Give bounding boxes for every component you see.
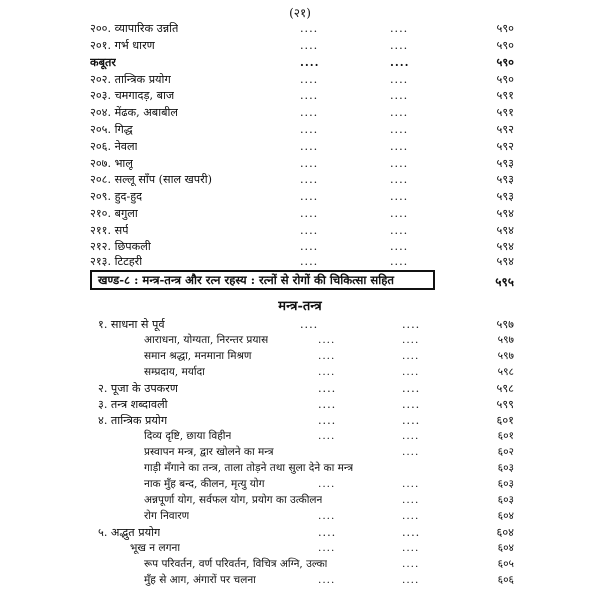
- list-item: [0, 396, 600, 413]
- entry-label: १. साधना से पूर्व: [98, 318, 165, 331]
- leader-dots: ....: [390, 190, 409, 203]
- entry-page: ५९९: [496, 398, 514, 411]
- leader-dots: ....: [390, 224, 409, 237]
- entry-page: ६०४: [497, 542, 514, 554]
- list-item: [0, 188, 600, 205]
- list-item: [0, 121, 600, 138]
- leader-dots: ....: [390, 123, 409, 136]
- entry-label: कबूतर: [90, 55, 116, 69]
- entry-page: ५९७: [497, 350, 514, 362]
- leader-dots: ....: [300, 157, 319, 170]
- leader-dots: ....: [402, 526, 421, 539]
- list-item: [0, 348, 600, 365]
- entry-label: प्रस्वापन मन्त्र, द्वार खोलने का मन्त्र: [144, 446, 274, 458]
- leader-dots: ....: [318, 366, 336, 378]
- entry-page: ५९४: [496, 240, 514, 253]
- list-item: [0, 332, 600, 349]
- list-item: [0, 54, 600, 71]
- entry-page: ६०३: [497, 478, 514, 490]
- list-item: [0, 492, 600, 509]
- entry-page: ५९०: [496, 22, 514, 35]
- list-item: [0, 556, 600, 573]
- list-item: [0, 138, 600, 155]
- leader-dots: ....: [402, 510, 420, 522]
- leader-dots: ....: [300, 22, 319, 35]
- leader-dots: ....: [402, 430, 420, 442]
- list-item: [0, 572, 600, 589]
- list-item: [0, 508, 600, 525]
- leader-dots: ....: [300, 89, 319, 102]
- entry-page: ६०४: [496, 526, 514, 539]
- list-item: [0, 428, 600, 445]
- entry-page: ५९८: [496, 382, 514, 395]
- leader-dots: ....: [390, 89, 409, 102]
- entry-page: ५९४: [496, 255, 514, 268]
- entry-label: २. पूजा के उपकरण: [98, 382, 178, 395]
- leader-dots: ....: [390, 22, 409, 35]
- leader-dots: ....: [390, 173, 409, 186]
- leader-dots: ....: [300, 73, 319, 86]
- entry-page: ६०३: [497, 462, 514, 474]
- leader-dots: ....: [390, 106, 409, 119]
- leader-dots: ....: [318, 398, 337, 411]
- entry-label: मुँह से आग, अंगारों पर चलना: [144, 574, 256, 586]
- list-item: [0, 460, 600, 477]
- entry-page: ५९२: [496, 140, 514, 153]
- leader-dots: ....: [390, 207, 409, 220]
- list-item: [0, 71, 600, 88]
- entry-page: ५९४: [496, 207, 514, 220]
- leader-dots: ....: [390, 240, 409, 253]
- entry-label: ४. तान्त्रिक प्रयोग: [98, 414, 168, 427]
- list-item: [0, 171, 600, 188]
- leader-dots: ....: [300, 173, 319, 186]
- leader-dots: ....: [402, 350, 420, 362]
- entry-label: ३. तन्त्र शब्दावली: [98, 398, 168, 411]
- leader-dots: ....: [300, 318, 319, 331]
- list-item: [0, 155, 600, 172]
- list-item: [0, 253, 600, 270]
- list-item: [0, 364, 600, 381]
- entry-label: २०२. तान्त्रिक प्रयोग: [90, 73, 171, 86]
- leader-dots: ....: [300, 207, 319, 220]
- list-item: [0, 540, 600, 557]
- leader-dots: ....: [318, 334, 336, 346]
- list-item: [0, 524, 600, 541]
- leader-dots: ....: [402, 478, 420, 490]
- entry-page: ५९०: [496, 55, 514, 69]
- entry-label: २१२. छिपकली: [90, 240, 151, 253]
- list-item: [0, 316, 600, 333]
- leader-dots: ....: [402, 574, 420, 586]
- entry-label: २०९. हुद-हुद: [90, 190, 143, 203]
- leader-dots: ....: [300, 123, 319, 136]
- leader-dots: ....: [318, 382, 337, 395]
- leader-dots: ....: [318, 574, 336, 586]
- leader-dots: ....: [300, 240, 319, 253]
- entry-page: ५९३: [496, 190, 514, 203]
- list-item: [0, 205, 600, 222]
- leader-dots: ....: [300, 255, 319, 268]
- entry-page: ५९१: [496, 89, 514, 102]
- leader-dots: ....: [402, 542, 420, 554]
- leader-dots: ....: [390, 39, 409, 52]
- list-item: [0, 37, 600, 54]
- list-item: [0, 476, 600, 493]
- entry-label: दिव्य दृष्टि, छाया विहीन: [144, 430, 232, 442]
- entry-label: २०३. चमगादड़, बाज: [90, 89, 175, 102]
- leader-dots: ....: [402, 446, 420, 458]
- leader-dots: ....: [318, 414, 337, 427]
- entry-page: ५९०: [496, 39, 514, 52]
- leader-dots: ....: [402, 334, 420, 346]
- leader-dots: ....: [402, 366, 420, 378]
- entry-label: २०६. नेवला: [90, 140, 138, 153]
- leader-dots: ....: [300, 39, 319, 52]
- entry-page: ५९१: [496, 106, 514, 119]
- entry-label: २०७. भालू: [90, 157, 133, 170]
- leader-dots: ....: [300, 190, 319, 203]
- entry-label: २०५. गिद्ध: [90, 123, 133, 136]
- entry-label: ५. अद्भुत प्रयोग: [98, 526, 161, 539]
- subheading: मन्त्र-तन्त्र: [278, 299, 322, 314]
- entry-page: ६०६: [497, 574, 514, 586]
- leader-dots: ....: [318, 526, 337, 539]
- entry-label: भूख न लगना: [130, 542, 181, 554]
- leader-dots: ....: [390, 140, 409, 153]
- page-number: (२१): [289, 6, 311, 20]
- list-item: [0, 222, 600, 239]
- leader-dots: ....: [300, 106, 319, 119]
- entry-label: रूप परिवर्तन, वर्ण परिवर्तन, विचित्र अग्नि, उल्का: [144, 558, 328, 570]
- entry-label: २११. सर्प: [90, 224, 129, 237]
- leader-dots: ....: [390, 255, 409, 268]
- entry-page: ६०१: [496, 414, 514, 427]
- entry-label: समान श्रद्धा, मनमाना मिश्रण: [144, 350, 252, 362]
- leader-dots: ....: [390, 73, 409, 86]
- list-item: [0, 87, 600, 104]
- leader-dots: ....: [300, 140, 319, 153]
- entry-label: नाक मुँह बन्द, कीलन, मृत्यु योग: [144, 478, 265, 490]
- entry-page: ५९३: [496, 157, 514, 170]
- leader-dots: ....: [402, 414, 421, 427]
- section-page: ५९५: [495, 275, 514, 289]
- entry-label: रोग निवारण: [144, 510, 190, 522]
- entry-page: ६०५: [497, 558, 514, 570]
- list-item: [0, 104, 600, 121]
- leader-dots: ....: [300, 224, 319, 237]
- list-item: [0, 412, 600, 429]
- leader-dots: ....: [318, 510, 336, 522]
- section-title: खण्ड-८ : मन्त्र-तन्त्र और रत्न रहस्य : रत्नों से रोगों की चिकित्सा सहित: [90, 270, 435, 290]
- leader-dots: ....: [402, 494, 420, 506]
- leader-dots: ....: [318, 542, 336, 554]
- entry-label: २१३. टिटहरी: [90, 255, 143, 268]
- entry-label: गाड़ी मँगाने का तन्त्र, ताला तोड़ने तथा सुला देने का मन्त्र: [144, 462, 354, 474]
- leader-dots: ....: [402, 382, 421, 395]
- entry-label: सम्प्रदाय, मर्यादा: [144, 366, 205, 378]
- leader-dots: ....: [402, 318, 421, 331]
- entry-label: २१०. बगुला: [90, 207, 138, 220]
- leader-dots: ....: [402, 398, 421, 411]
- entry-page: ६०२: [497, 446, 514, 458]
- entry-label: आराधना, योग्यता, निरन्तर प्रयास: [144, 334, 269, 346]
- list-item: [0, 20, 600, 37]
- entry-page: ५९३: [496, 173, 514, 186]
- leader-dots: ....: [402, 558, 420, 570]
- entry-label: २०१. गर्भ धारण: [90, 39, 155, 52]
- leader-dots: ....: [390, 157, 409, 170]
- entry-page: ५९७: [497, 334, 514, 346]
- entry-page: ५९७: [496, 318, 514, 331]
- entry-page: ६०१: [497, 430, 514, 442]
- leader-dots: ....: [318, 350, 336, 362]
- entry-page: ५९२: [496, 123, 514, 136]
- entry-page: ५९०: [496, 73, 514, 86]
- list-item: [0, 380, 600, 397]
- entry-page: ६०३: [497, 494, 514, 506]
- leader-dots: ....: [300, 55, 320, 69]
- leader-dots: ....: [318, 430, 336, 442]
- entry-page: ५९८: [497, 366, 514, 378]
- entry-page: ५९४: [496, 224, 514, 237]
- entry-label: २००. व्यापारिक उन्नति: [90, 22, 179, 35]
- list-item: [0, 444, 600, 461]
- entry-label: २०४. मेंढक, अबाबील: [90, 106, 178, 119]
- leader-dots: ....: [318, 478, 336, 490]
- entry-page: ६०४: [497, 510, 514, 522]
- entry-label: २०८. सल्लू साँप (साल खपरी): [90, 173, 212, 186]
- entry-label: अन्नपूर्णा योग, सर्वफल योग, प्रयोग का उत्कीलन: [144, 494, 323, 506]
- leader-dots: ....: [390, 55, 410, 69]
